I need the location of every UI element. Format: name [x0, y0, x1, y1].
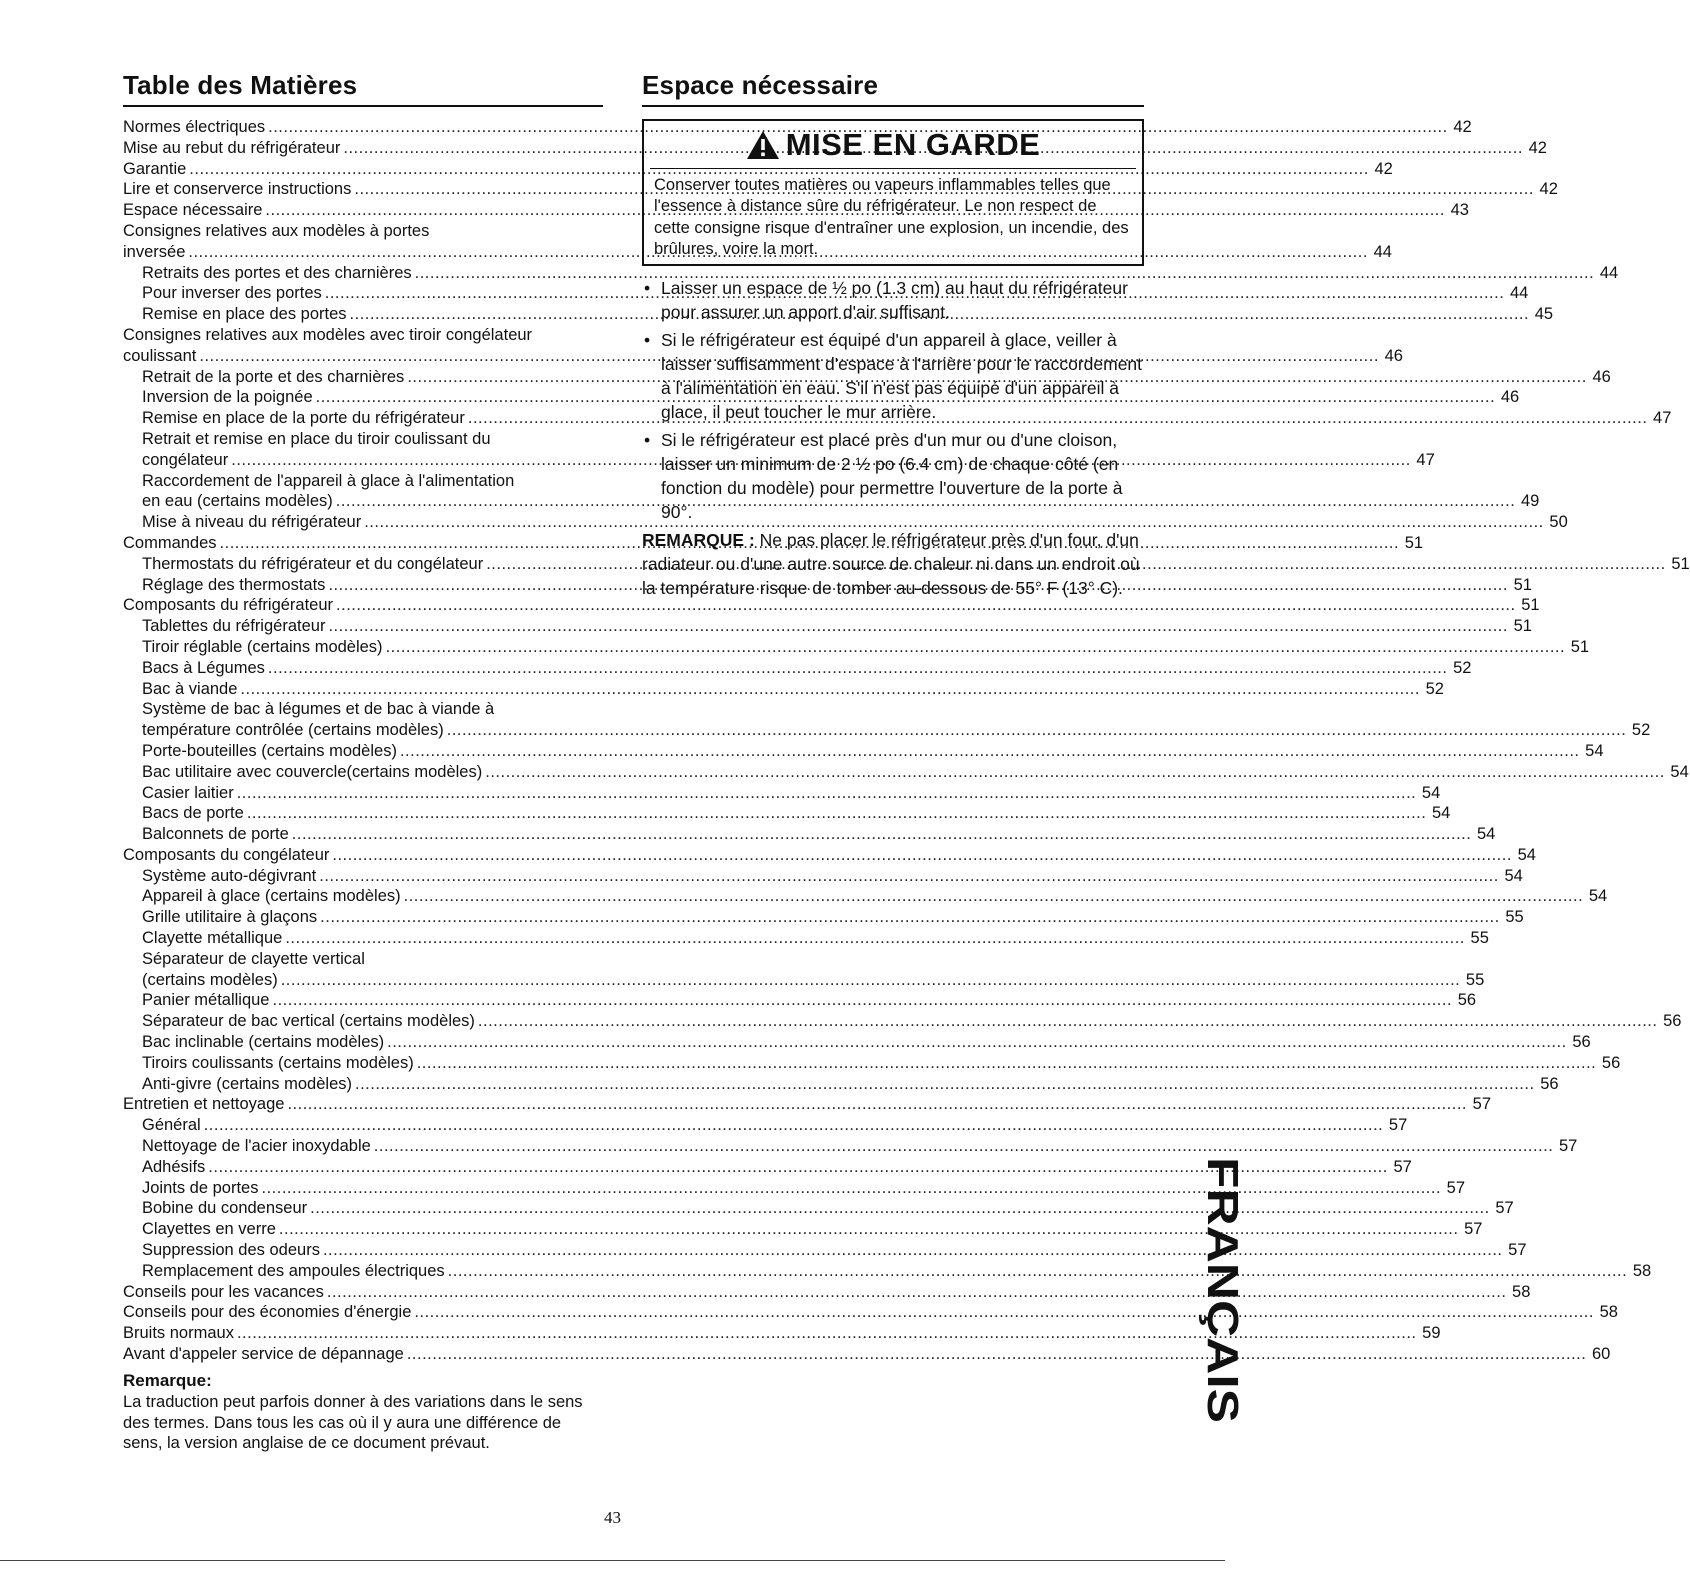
warning-header [650, 121, 1136, 169]
toc-entry [123, 886, 1608, 907]
toc-entry: Séparateur de clayette vertical [142, 949, 365, 968]
toc-entry [123, 803, 1451, 824]
warning-box [642, 119, 1144, 266]
toc-entry [123, 637, 1590, 658]
toc-entry-text: Mise au rebut du réfrigérateur [123, 138, 341, 157]
toc-entry [123, 117, 1472, 138]
toc-entry [123, 512, 1568, 533]
toc-entry-text: Clayettes en verre [142, 1220, 276, 1239]
toc-leader-dots [273, 990, 1453, 1011]
toc-entry-text: Retraits des portes et des charnières [142, 263, 412, 282]
toc-entry-text: Mise à niveau du réfrigérateur [142, 513, 362, 532]
toc-entry-page: 55 [1470, 929, 1489, 948]
toc-entry-text: Bac utilitaire avec couvercle(certains modèles) [142, 762, 483, 781]
toc-entry-text: Système auto-dégivrant [142, 866, 317, 885]
toc-entry-page: 57 [1446, 1178, 1466, 1197]
toc-entry: Consignes relatives aux modèles avec tiroir congélateur [123, 325, 533, 344]
warning-text: Conserver toutes matières ou vapeurs inflammables telles que l'essence à distance sûre du réfrigérateur. Le non respect de cette consigne risque d'entraîner une explosion, un incendie, des brûlures, voire la mort. [654, 176, 1129, 258]
toc-leader-dots [279, 1219, 1459, 1240]
toc-leader-dots [448, 1261, 1628, 1282]
toc-leader-dots [478, 1011, 1658, 1032]
toc-entry-page: 42 [1374, 159, 1393, 178]
toc-entry [123, 1219, 1483, 1240]
toc-entry [123, 159, 1393, 180]
toc-entry-page: 57 [1495, 1199, 1514, 1218]
toc-leader-dots [374, 1136, 1554, 1157]
toc-entry-page: 58 [1599, 1303, 1618, 1322]
toc-entry-text: Conseils pour des économies d'énergie [123, 1303, 412, 1322]
toc-leader-dots [240, 679, 1420, 700]
toc-entry [123, 1282, 1531, 1303]
toc-entry-text: Commandes [123, 533, 217, 552]
remark-label: REMARQUE : [642, 530, 755, 551]
toc-entry-text: Garantie [123, 159, 187, 178]
warning-triangle-icon [746, 130, 780, 160]
toc-leader-dots [485, 762, 1665, 783]
toc-entry-text: Bac à viande [142, 679, 238, 698]
toc-leader-dots [261, 1178, 1441, 1199]
space-bullet: • Si le réfrigérateur est équipé d'un appareil à glace, veiller à laisser suffisamment d'espace à l'arrière pour le raccordement à l'alimentation en eau. S'il n'est pas équipé d'un appareil à glace, il peut toucher le mur arrière. [642, 328, 1144, 424]
toc-leader-dots [323, 1240, 1503, 1261]
warning-title: MISE EN GARDE [785, 126, 1041, 162]
toc-entry-text: Casier laitier [142, 783, 234, 802]
toc-entry-text: Composants du congélateur [123, 845, 330, 864]
toc-entry: Consignes relatives aux modèles à portes [123, 221, 430, 240]
toc-entry [123, 1094, 1491, 1115]
toc-leader-dots [327, 1282, 1507, 1303]
toc-entry [123, 1178, 1466, 1199]
toc-entry [123, 866, 1523, 887]
toc-entry [123, 845, 1536, 866]
toc-entry-page: 45 [1534, 305, 1554, 324]
toc-entry-text: Grille utilitaire à glaçons [142, 908, 318, 927]
toc-leader-dots [414, 1302, 1594, 1323]
space-title: Espace nécessaire [642, 70, 1144, 107]
toc-entry-page: 54 [1476, 825, 1496, 844]
toc-entry [123, 1053, 1621, 1074]
toc-entry [123, 575, 1532, 596]
toc-entry-page: 52 [1631, 721, 1651, 740]
toc-entry-page: 58 [1512, 1282, 1531, 1301]
toc-entry-text: Inversion de la poignée [142, 388, 313, 407]
toc-entry-text: Tiroirs coulissants (certains modèles) [142, 1053, 414, 1072]
toc-entry [123, 554, 1690, 575]
toc-entry-page: 46 [1500, 388, 1520, 407]
toc-entry [123, 1302, 1618, 1323]
toc-entry-page: 52 [1425, 679, 1444, 698]
toc-entry-page: 57 [1388, 1116, 1408, 1135]
toc-entry [123, 1032, 1591, 1053]
toc-entry [123, 408, 1672, 429]
toc-entry-page: 55 [1505, 908, 1524, 927]
toc-entry: Raccordement de l'appareil à glace à l'alimentation [142, 471, 515, 490]
toc-entry-text: Bruits normaux [123, 1324, 234, 1343]
toc-entry-page: 54 [1432, 804, 1451, 823]
toc-entry [123, 970, 1485, 991]
toc-entry-page: 55 [1465, 970, 1485, 989]
toc-entry-page: 42 [1539, 180, 1558, 199]
space-column [642, 70, 1144, 600]
toc-entry-text: coulissant [123, 346, 197, 365]
toc-entry-text: Thermostats du réfrigérateur et du congélateur [142, 554, 484, 573]
toc-leader-dots [417, 1053, 1597, 1074]
toc-entry [123, 1344, 1611, 1365]
toc-entry-page: 54 [1517, 845, 1536, 864]
toc-entry [123, 387, 1520, 408]
toc-entry [123, 283, 1529, 304]
toc-entry-page: 60 [1592, 1345, 1611, 1364]
toc-leader-dots [268, 658, 1448, 679]
toc-entry-text: Remise en place de la porte du réfrigérateur [142, 409, 465, 428]
toc-leader-dots [447, 720, 1627, 741]
toc-entry [123, 762, 1689, 783]
toc-entry-page: 58 [1632, 1261, 1652, 1280]
toc-entry-page: 51 [1513, 575, 1532, 594]
toc-leader-dots [287, 1094, 1467, 1115]
toc-entry: Retrait et remise en place du tiroir coulissant du [142, 429, 491, 448]
toc-entry-page: 50 [1549, 513, 1568, 532]
toc-leader-dots [328, 616, 1508, 637]
toc-entry-text: Clayette métallique [142, 929, 283, 948]
toc-entry-page: 59 [1422, 1324, 1441, 1343]
toc-entry-text: Bobine du condenseur [142, 1199, 308, 1218]
toc-leader-dots [292, 824, 1472, 845]
toc-leader-dots [247, 803, 1427, 824]
toc-entry [123, 907, 1524, 928]
toc-entry-text: Séparateur de bac vertical (certains modèles) [142, 1012, 475, 1031]
toc-entry [123, 1115, 1408, 1136]
toc-leader-dots [204, 1115, 1384, 1136]
toc-entry-text: Bacs de porte [142, 804, 244, 823]
toc-entry [123, 990, 1477, 1011]
toc-entry [123, 179, 1558, 200]
toc-entry-page: 51 [1521, 596, 1540, 615]
toc-entry-page: 51 [1671, 554, 1690, 573]
toc-entry-text: en eau (certains modèles) [142, 492, 333, 511]
toc-note-text: La traduction peut parfois donner à des variations dans le sens des termes. Dans tous les cas où il y aura une différence de sens, la version anglaise de ce document prévaut. [123, 1392, 583, 1453]
toc-entry-text: Espace nécessaire [123, 201, 263, 220]
toc-entry [123, 1323, 1441, 1344]
toc-entry-text: Anti-givre (certains modèles) [142, 1074, 352, 1093]
toc-leader-dots [310, 1198, 1490, 1219]
toc-entry [123, 304, 1554, 325]
toc-entry [123, 491, 1540, 512]
toc-entry [123, 1240, 1527, 1261]
toc-entry-text: Adhésifs [142, 1157, 206, 1176]
toc-note-title: Remarque: [123, 1370, 212, 1390]
toc-entry-page: 57 [1472, 1095, 1491, 1114]
language-tab-text: FRANÇAIS [1198, 1157, 1247, 1385]
toc-entry-text: Bac inclinable (certains modèles) [142, 1033, 385, 1052]
toc-entry-text: Suppression des odeurs [142, 1241, 320, 1260]
toc-entry-text: Panier métallique [142, 991, 270, 1010]
toc-entry-page: 51 [1513, 617, 1532, 636]
toc-entry-text: Balconnets de porte [142, 825, 289, 844]
toc-entry-text: Nettoyage de l'acier inoxydable [142, 1137, 371, 1156]
toc-entry [123, 928, 1489, 949]
toc-entry-page: 47 [1416, 450, 1435, 469]
space-bullet: • Si le réfrigérateur est placé près d'un mur ou d'une cloison, laisser un minimum de 2 ½ po (6.4 cm) de chaque côté (en fonction du modèle) pour permettre l'ouverture de la porte à 90°. [642, 428, 1144, 524]
toc-title: Table des Matières [123, 70, 603, 107]
toc-entry-text: Porte-bouteilles (certains modèles) [142, 741, 397, 760]
toc-entry-page: 54 [1588, 887, 1608, 906]
toc-entry [123, 658, 1472, 679]
toc-entry-text: Bacs à Légumes [142, 658, 265, 677]
toc-entry-text: Conseils pour les vacances [123, 1282, 324, 1301]
toc-entry [123, 595, 1540, 616]
toc-entry-page: 52 [1453, 658, 1472, 677]
toc-leader-dots [386, 637, 1566, 658]
toc-entry-text: (certains modèles) [142, 970, 278, 989]
toc-entry-page: 44 [1599, 263, 1619, 282]
toc-leader-dots [281, 970, 1461, 991]
toc-entry-page: 57 [1464, 1220, 1483, 1239]
toc-entry-page: 49 [1520, 492, 1540, 511]
toc-entry: Système de bac à légumes et de bac à viande à [142, 700, 495, 719]
toc-leader-dots [237, 783, 1417, 804]
toc-entry-page: 54 [1670, 762, 1689, 781]
toc-leader-dots [320, 907, 1500, 928]
toc-entry-page: 44 [1509, 284, 1529, 303]
toc-entry [123, 450, 1435, 471]
toc-entry-text: Remise en place des portes [142, 305, 347, 324]
toc-entry [123, 1074, 1559, 1095]
toc-entry-page: 54 [1585, 741, 1604, 760]
toc-entry-text: Composants du réfrigérateur [123, 596, 334, 615]
toc-leader-dots [332, 845, 1512, 866]
space-bullets [642, 276, 1144, 524]
toc-entry-text: Remplacement des ampoules électriques [142, 1261, 445, 1280]
toc-entry [123, 1198, 1514, 1219]
toc-entry-page: 56 [1601, 1053, 1621, 1072]
toc-entry-page: 42 [1528, 138, 1547, 157]
toc-entry [123, 242, 1392, 263]
toc-entry-text: Général [142, 1116, 201, 1135]
toc-entry-page: 47 [1653, 409, 1672, 428]
toc-entry-text: Retrait de la porte et des charnières [142, 367, 405, 386]
toc-entry-text: Lire et conserverce instructions [123, 180, 352, 199]
toc-entry [123, 263, 1619, 284]
toc-entry-page: 56 [1572, 1033, 1591, 1052]
toc-entry [123, 1136, 1578, 1157]
toc-entry [123, 1011, 1682, 1032]
toc-entry [123, 1157, 1412, 1178]
toc-leader-dots [400, 741, 1580, 762]
toc-entry-page: 42 [1453, 118, 1472, 136]
toc-entry-text: Pour inverser des portes [142, 284, 322, 303]
toc-entry-text: congélateur [142, 450, 229, 469]
toc-entry-page: 54 [1421, 783, 1441, 802]
space-remark [642, 528, 1144, 600]
toc-leader-dots [387, 1032, 1567, 1053]
toc-entry [123, 824, 1496, 845]
toc-entry-text: Appareil à glace (certains modèles) [142, 887, 401, 906]
toc-entry [123, 783, 1441, 804]
toc-entry-text: Avant d'appeler service de dépannage [123, 1345, 404, 1364]
toc-entry [123, 679, 1444, 700]
toc-entry-page: 54 [1504, 866, 1523, 885]
toc-leader-dots [404, 886, 1584, 907]
toc-entry [123, 367, 1611, 388]
toc-entry-page: 56 [1540, 1074, 1559, 1093]
toc-entry-text: Réglage des thermostats [142, 575, 326, 594]
toc-entry [123, 741, 1604, 762]
bottom-rule [0, 1560, 1225, 1561]
toc-leader-dots [319, 866, 1499, 887]
toc-entry-page: 57 [1558, 1137, 1578, 1156]
toc-entry-text: température contrôlée (certains modèles) [142, 721, 444, 740]
toc-entry [123, 1261, 1652, 1282]
toc-entry-page: 51 [1404, 533, 1424, 552]
toc-entry-text: Entretien et nettoyage [123, 1095, 285, 1114]
toc-entry [123, 346, 1403, 367]
toc-leader-dots [285, 928, 1465, 949]
toc-entry-text: Tiroir réglable (certains modèles) [142, 637, 383, 656]
toc-leader-dots [407, 1344, 1587, 1365]
toc-entry-page: 44 [1373, 242, 1392, 261]
toc-entry-text: Joints de portes [142, 1178, 259, 1197]
toc-entry-page: 57 [1393, 1157, 1412, 1176]
toc-entry [123, 200, 1469, 221]
language-tab [1160, 1155, 1247, 1425]
toc-entry [123, 720, 1651, 741]
toc-entry-page: 56 [1457, 991, 1477, 1010]
page-number: 43 [604, 1508, 621, 1527]
toc-entry-page: 57 [1508, 1241, 1527, 1260]
remark-text: Ne pas placer le réfrigérateur près d'un four, d'un radiateur ou d'une autre source de chaleur ni dans un endroit où la température risque de tomber au-dessous de 55° F (13° C). [642, 530, 1140, 599]
toc-entry-page: 43 [1450, 201, 1469, 220]
toc-entry-text: Tablettes du réfrigérateur [142, 617, 326, 636]
toc-entry-page: 56 [1663, 1012, 1682, 1031]
toc-entry-page: 46 [1592, 367, 1611, 386]
toc-leader-dots [355, 1074, 1535, 1095]
toc-entry-page: 46 [1384, 346, 1403, 365]
toc-entry-text: inversée [123, 242, 186, 261]
toc-entry [123, 616, 1532, 637]
space-bullet: • Laisser un espace de ½ po (1.3 cm) au haut du réfrigérateur pour assurer un apport d'air suffisant. [642, 276, 1144, 324]
toc-entry-page: 51 [1570, 637, 1590, 656]
toc-entry-text: Normes électriques [123, 118, 266, 136]
